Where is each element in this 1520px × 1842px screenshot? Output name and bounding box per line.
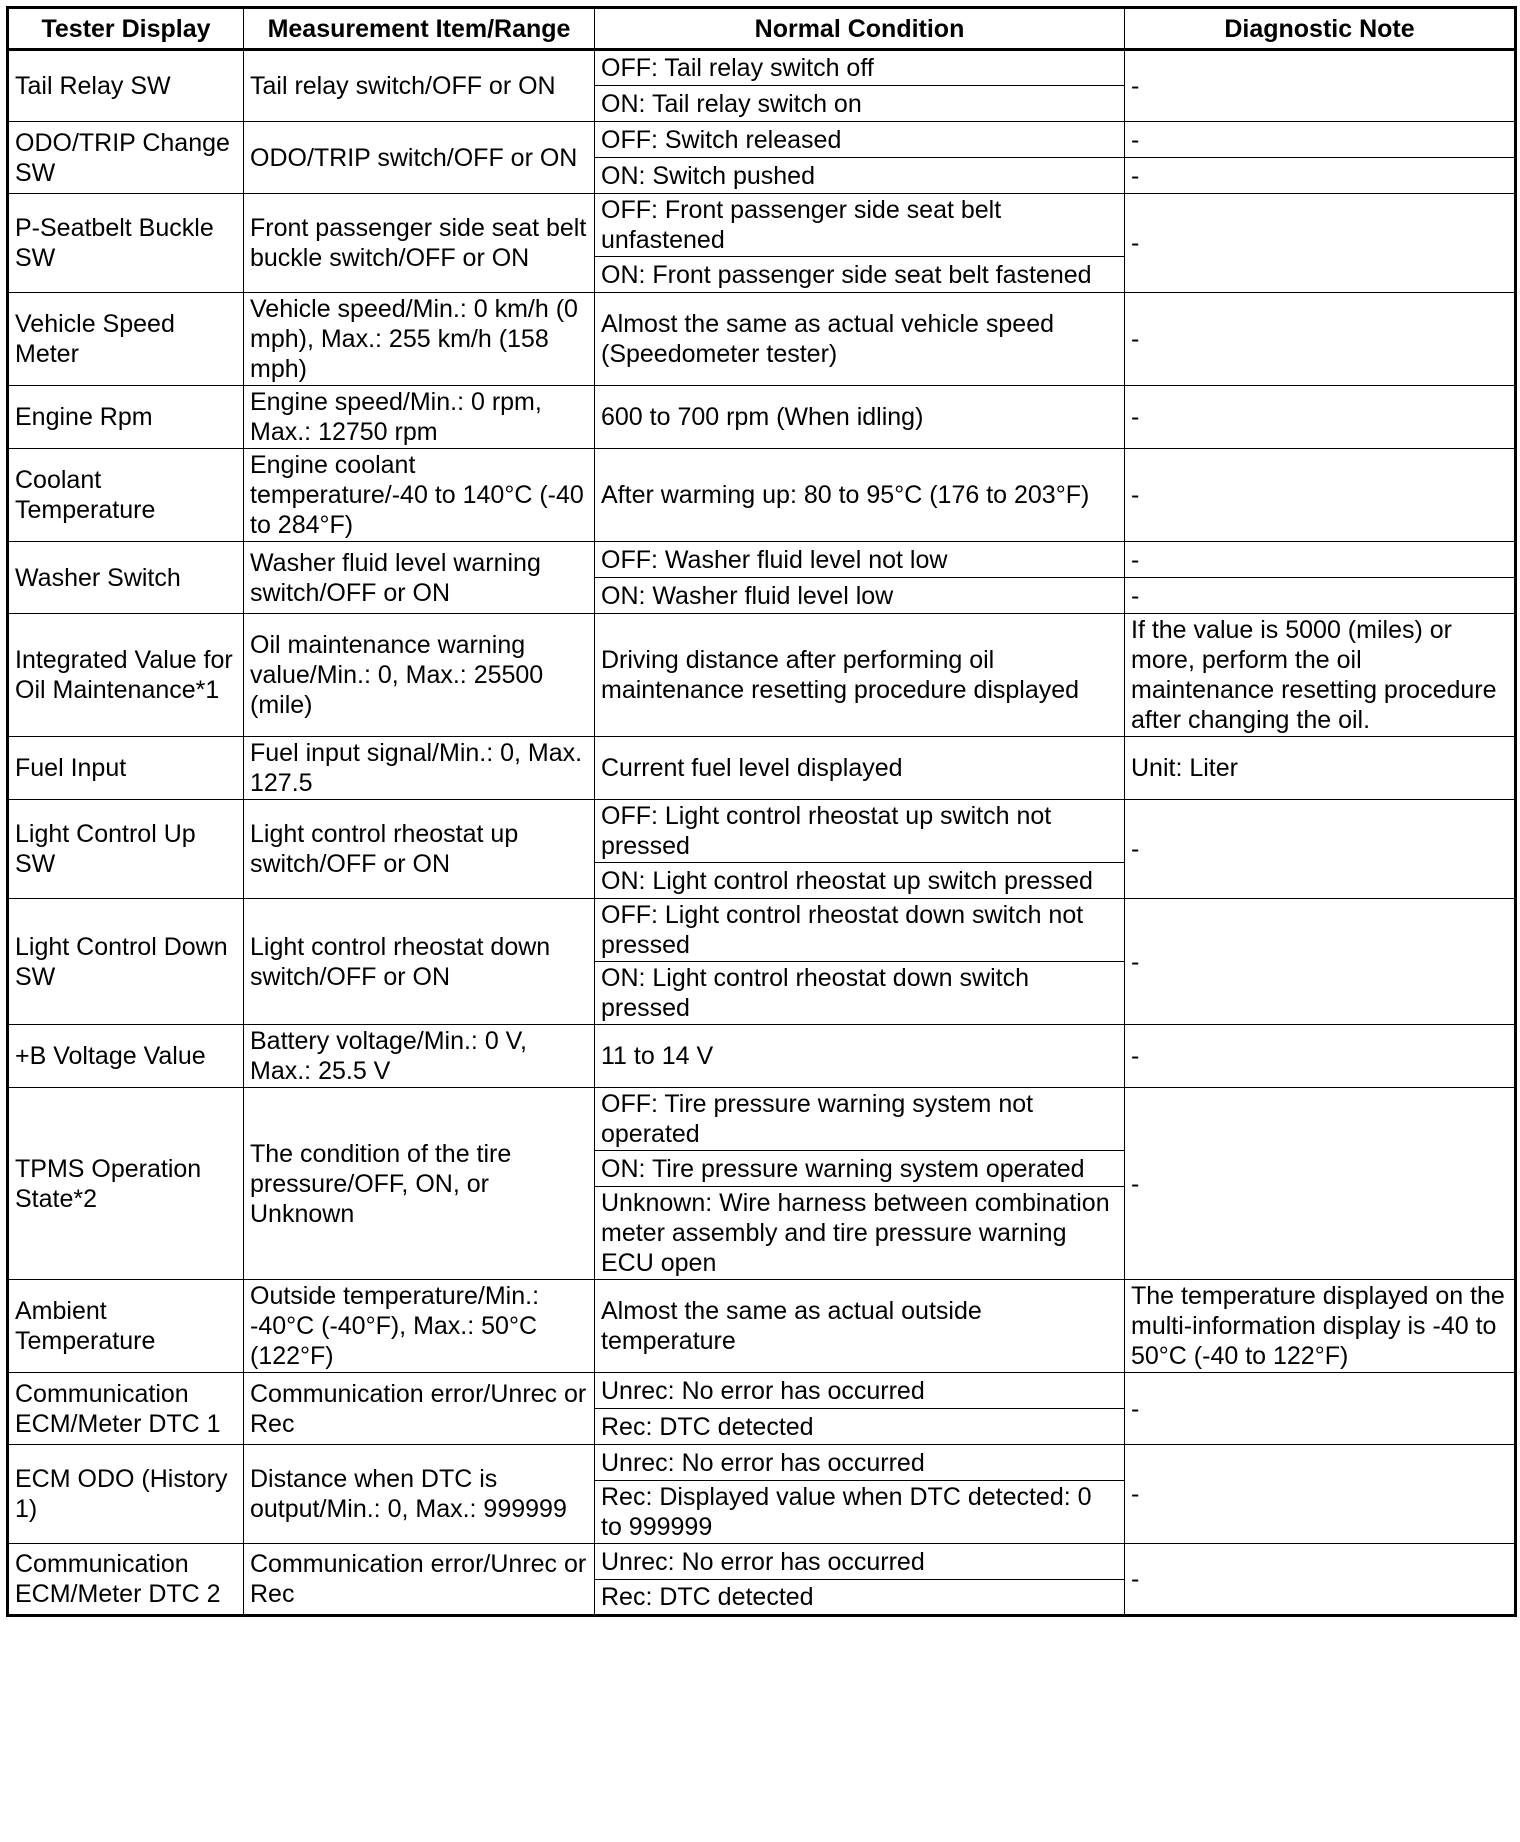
tester-display-cell: Engine Rpm xyxy=(8,386,244,449)
table-row xyxy=(8,386,1516,449)
normal-condition-cell: Unrec: No error has occurred xyxy=(595,1544,1125,1580)
measurement-range-cell: Tail relay switch/OFF or ON xyxy=(244,50,595,122)
normal-condition-cell: Current fuel level displayed xyxy=(595,737,1125,800)
normal-condition-cell: Driving distance after performing oil maintenance resetting procedure displayed xyxy=(595,614,1125,737)
measurement-range-cell: Engine coolant temperature/-40 to 140°C (-40 to 284°F) xyxy=(244,449,595,542)
tester-display-cell: Tail Relay SW xyxy=(8,50,244,122)
tester-display-cell: Ambient Temperature xyxy=(8,1280,244,1373)
tester-display-cell: Light Control Down SW xyxy=(8,899,244,1025)
normal-condition-cell: OFF: Light control rheostat down switch not pressed xyxy=(595,899,1125,962)
normal-condition-cell: Unknown: Wire harness between combination meter assembly and tire pressure warning ECU open xyxy=(595,1187,1125,1280)
measurement-range-cell: Light control rheostat down switch/OFF or ON xyxy=(244,899,595,1025)
diagnostic-note-cell: - xyxy=(1125,1544,1516,1616)
header-normal-condition: Normal Condition xyxy=(595,8,1125,50)
normal-condition-cell: ON: Front passenger side seat belt fastened xyxy=(595,257,1125,293)
table-row xyxy=(8,1445,1516,1481)
normal-condition-cell: Unrec: No error has occurred xyxy=(595,1445,1125,1481)
diagnostic-note-cell: - xyxy=(1125,800,1516,899)
table-row xyxy=(8,293,1516,386)
normal-condition-cell: ON: Switch pushed xyxy=(595,158,1125,194)
tester-display-cell: ECM ODO (History 1) xyxy=(8,1445,244,1544)
header-measurement-item: Measurement Item/Range xyxy=(244,8,595,50)
tester-display-cell: Communication ECM/Meter DTC 1 xyxy=(8,1373,244,1445)
table-row xyxy=(8,1025,1516,1088)
measurement-range-cell: Communication error/Unrec or Rec xyxy=(244,1544,595,1616)
measurement-range-cell: Distance when DTC is output/Min.: 0, Max.: 999999 xyxy=(244,1445,595,1544)
diagnostic-note-cell: - xyxy=(1125,542,1516,578)
measurement-range-cell: The condition of the tire pressure/OFF, ON, or Unknown xyxy=(244,1088,595,1280)
tester-display-cell: Fuel Input xyxy=(8,737,244,800)
tester-display-cell: +B Voltage Value xyxy=(8,1025,244,1088)
measurement-range-cell: Battery voltage/Min.: 0 V, Max.: 25.5 V xyxy=(244,1025,595,1088)
header-tester-display: Tester Display xyxy=(8,8,244,50)
normal-condition-cell: Unrec: No error has occurred xyxy=(595,1373,1125,1409)
normal-condition-cell: ON: Light control rheostat down switch pressed xyxy=(595,962,1125,1025)
normal-condition-cell: OFF: Tire pressure warning system not operated xyxy=(595,1088,1125,1151)
diagnostic-note-cell: - xyxy=(1125,1088,1516,1280)
diagnostic-note-cell: - xyxy=(1125,1373,1516,1445)
diagnostic-note-cell: The temperature displayed on the multi-information display is -40 to 50°C (-40 to 122°F) xyxy=(1125,1280,1516,1373)
measurement-range-cell: Outside temperature/Min.: -40°C (-40°F), Max.: 50°C (122°F) xyxy=(244,1280,595,1373)
normal-condition-cell: ON: Tail relay switch on xyxy=(595,86,1125,122)
normal-condition-cell: OFF: Light control rheostat up switch not pressed xyxy=(595,800,1125,863)
tester-display-cell: Vehicle Speed Meter xyxy=(8,293,244,386)
table-row xyxy=(8,899,1516,962)
normal-condition-cell: ON: Washer fluid level low xyxy=(595,578,1125,614)
normal-condition-cell: After warming up: 80 to 95°C (176 to 203°F) xyxy=(595,449,1125,542)
diagnostic-note-cell: - xyxy=(1125,122,1516,158)
table-body xyxy=(8,50,1516,1616)
normal-condition-cell: 600 to 700 rpm (When idling) xyxy=(595,386,1125,449)
measurement-range-cell: Fuel input signal/Min.: 0, Max. 127.5 xyxy=(244,737,595,800)
normal-condition-cell: Almost the same as actual vehicle speed (Speedometer tester) xyxy=(595,293,1125,386)
normal-condition-cell: OFF: Tail relay switch off xyxy=(595,50,1125,86)
tester-display-cell: ODO/TRIP Change SW xyxy=(8,122,244,194)
tester-display-cell: Washer Switch xyxy=(8,542,244,614)
diagnostic-note-cell: - xyxy=(1125,158,1516,194)
normal-condition-cell: 11 to 14 V xyxy=(595,1025,1125,1088)
diagnostic-note-cell: - xyxy=(1125,1445,1516,1544)
diagnostic-note-cell: - xyxy=(1125,386,1516,449)
data-list-table xyxy=(6,6,1517,1617)
measurement-range-cell: Washer fluid level warning switch/OFF or ON xyxy=(244,542,595,614)
measurement-range-cell: Oil maintenance warning value/Min.: 0, Max.: 25500 (mile) xyxy=(244,614,595,737)
tester-display-cell: Communication ECM/Meter DTC 2 xyxy=(8,1544,244,1616)
table-row xyxy=(8,1373,1516,1409)
normal-condition-cell: Rec: DTC detected xyxy=(595,1580,1125,1616)
diagnostic-note-cell: Unit: Liter xyxy=(1125,737,1516,800)
measurement-range-cell: Communication error/Unrec or Rec xyxy=(244,1373,595,1445)
table-row xyxy=(8,737,1516,800)
table-row xyxy=(8,1544,1516,1580)
table-row xyxy=(8,1280,1516,1373)
normal-condition-cell: Almost the same as actual outside temperature xyxy=(595,1280,1125,1373)
measurement-range-cell: Vehicle speed/Min.: 0 km/h (0 mph), Max.: 255 km/h (158 mph) xyxy=(244,293,595,386)
diagnostic-note-cell: - xyxy=(1125,1025,1516,1088)
tester-display-cell: Coolant Temperature xyxy=(8,449,244,542)
measurement-range-cell: Light control rheostat up switch/OFF or ON xyxy=(244,800,595,899)
measurement-range-cell: Front passenger side seat belt buckle switch/OFF or ON xyxy=(244,194,595,293)
diagnostic-note-cell: - xyxy=(1125,578,1516,614)
diagnostic-note-cell: - xyxy=(1125,449,1516,542)
tester-display-cell: TPMS Operation State*2 xyxy=(8,1088,244,1280)
table-row xyxy=(8,1088,1516,1151)
normal-condition-cell: OFF: Switch released xyxy=(595,122,1125,158)
diagnostic-note-cell: - xyxy=(1125,194,1516,293)
table-row xyxy=(8,542,1516,578)
normal-condition-cell: ON: Light control rheostat up switch pressed xyxy=(595,863,1125,899)
header-diagnostic-note: Diagnostic Note xyxy=(1125,8,1516,50)
table-wrapper xyxy=(6,6,1517,1617)
measurement-range-cell: ODO/TRIP switch/OFF or ON xyxy=(244,122,595,194)
tester-display-cell: Light Control Up SW xyxy=(8,800,244,899)
table-row xyxy=(8,50,1516,86)
table-row xyxy=(8,194,1516,257)
table-row xyxy=(8,614,1516,737)
header-row xyxy=(8,8,1516,50)
normal-condition-cell: OFF: Front passenger side seat belt unfastened xyxy=(595,194,1125,257)
measurement-range-cell: Engine speed/Min.: 0 rpm, Max.: 12750 rpm xyxy=(244,386,595,449)
table-row xyxy=(8,122,1516,158)
normal-condition-cell: ON: Tire pressure warning system operated xyxy=(595,1151,1125,1187)
diagnostic-note-cell: - xyxy=(1125,50,1516,122)
normal-condition-cell: OFF: Washer fluid level not low xyxy=(595,542,1125,578)
table-row xyxy=(8,800,1516,863)
tester-display-cell: P-Seatbelt Buckle SW xyxy=(8,194,244,293)
normal-condition-cell: Rec: DTC detected xyxy=(595,1409,1125,1445)
diagnostic-note-cell: - xyxy=(1125,293,1516,386)
table-header xyxy=(8,8,1516,50)
diagnostic-note-cell: - xyxy=(1125,899,1516,1025)
table-row xyxy=(8,449,1516,542)
normal-condition-cell: Rec: Displayed value when DTC detected: 0 to 999999 xyxy=(595,1481,1125,1544)
diagnostic-note-cell: If the value is 5000 (miles) or more, perform the oil maintenance resetting procedure after changing the oil. xyxy=(1125,614,1516,737)
tester-display-cell: Integrated Value for Oil Maintenance*1 xyxy=(8,614,244,737)
